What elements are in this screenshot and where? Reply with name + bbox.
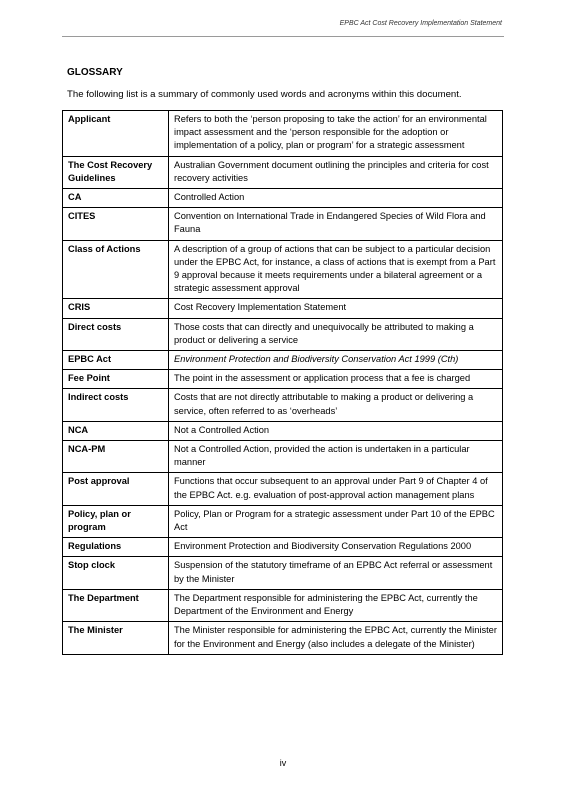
table-row (63, 421, 503, 440)
glossary-term: Policy, plan or program (63, 505, 169, 537)
glossary-term: Regulations (63, 538, 169, 557)
glossary-definition: Not a Controlled Action, provided the action is undertaken in a particular manner (169, 441, 503, 473)
glossary-definition: Cost Recovery Implementation Statement (169, 299, 503, 318)
table-row (63, 111, 503, 157)
glossary-definition: Convention on International Trade in Endangered Species of Wild Flora and Fauna (169, 208, 503, 240)
glossary-definition: A description of a group of actions that can be subject to a particular decision under the EPBC Act, for instance, a class of actions that is exempt from a Part 9 approval because it meets requirements under a bilateral agreement or a strategic assessment approval (169, 240, 503, 299)
glossary-term: The Department (63, 589, 169, 621)
glossary-definition: Refers to both the ‘person proposing to take the action’ for an environmental impact assessment and the ‘person responsible for the adoption or implementation of a policy, plan or program’ for a strategic assessment (169, 111, 503, 157)
glossary-term: Post approval (63, 473, 169, 505)
table-row (63, 351, 503, 370)
glossary-term: Fee Point (63, 370, 169, 389)
table-row (63, 370, 503, 389)
glossary-definition: The Department responsible for administering the EPBC Act, currently the Department of the Environment and Energy (169, 589, 503, 621)
glossary-term: NCA (63, 421, 169, 440)
page-number: iv (279, 758, 287, 768)
glossary-definition: Australian Government document outlining the principles and criteria for cost recovery activities (169, 156, 503, 188)
table-row (63, 622, 503, 654)
table-row (63, 189, 503, 208)
glossary-table (62, 110, 503, 655)
glossary-term: CA (63, 189, 169, 208)
glossary-term: Class of Actions (63, 240, 169, 299)
section-heading: GLOSSARY (67, 67, 123, 78)
glossary-definition: Functions that occur subsequent to an approval under Part 9 of Chapter 4 of the EPBC Act. e.g. evaluation of post-approval action management plans (169, 473, 503, 505)
glossary-definition: The Minister responsible for administering the EPBC Act, currently the Minister for the Environment and Energy (also includes a delegate of the Minister) (169, 622, 503, 654)
table-row (63, 589, 503, 621)
glossary-term: The Cost Recovery Guidelines (63, 156, 169, 188)
table-row (63, 299, 503, 318)
intro-paragraph: The following list is a summary of commonly used words and acronyms within this document. (67, 89, 462, 100)
glossary-definition: Policy, Plan or Program for a strategic assessment under Part 10 of the EPBC Act (169, 505, 503, 537)
table-row (63, 240, 503, 299)
header-rule (62, 36, 504, 37)
running-header: EPBC Act Cost Recovery Implementation Statement (339, 20, 502, 27)
glossary-definition: Not a Controlled Action (169, 421, 503, 440)
glossary-definition: Environment Protection and Biodiversity Conservation Act 1999 (Cth) (169, 351, 503, 370)
glossary-definition: Costs that are not directly attributable to making a product or delivering a service, often referred to as ‘overheads’ (169, 389, 503, 421)
table-row (63, 389, 503, 421)
table-row (63, 505, 503, 537)
glossary-definition: Environment Protection and Biodiversity Conservation Regulations 2000 (169, 538, 503, 557)
glossary-term: Direct costs (63, 318, 169, 350)
glossary-definition: The point in the assessment or application process that a fee is charged (169, 370, 503, 389)
table-row (63, 156, 503, 188)
table-row (63, 538, 503, 557)
glossary-term: Stop clock (63, 557, 169, 589)
table-row (63, 473, 503, 505)
table-row (63, 557, 503, 589)
table-row (63, 208, 503, 240)
glossary-definition: Controlled Action (169, 189, 503, 208)
glossary-term: Indirect costs (63, 389, 169, 421)
table-row (63, 318, 503, 350)
glossary-term: The Minister (63, 622, 169, 654)
glossary-term: Applicant (63, 111, 169, 157)
glossary-definition: Those costs that can directly and unequivocally be attributed to making a product or delivering a service (169, 318, 503, 350)
glossary-term: CITES (63, 208, 169, 240)
glossary-term: EPBC Act (63, 351, 169, 370)
table-row (63, 441, 503, 473)
glossary-term: NCA-PM (63, 441, 169, 473)
glossary-term: CRIS (63, 299, 169, 318)
glossary-definition: Suspension of the statutory timeframe of an EPBC Act referral or assessment by the Minister (169, 557, 503, 589)
